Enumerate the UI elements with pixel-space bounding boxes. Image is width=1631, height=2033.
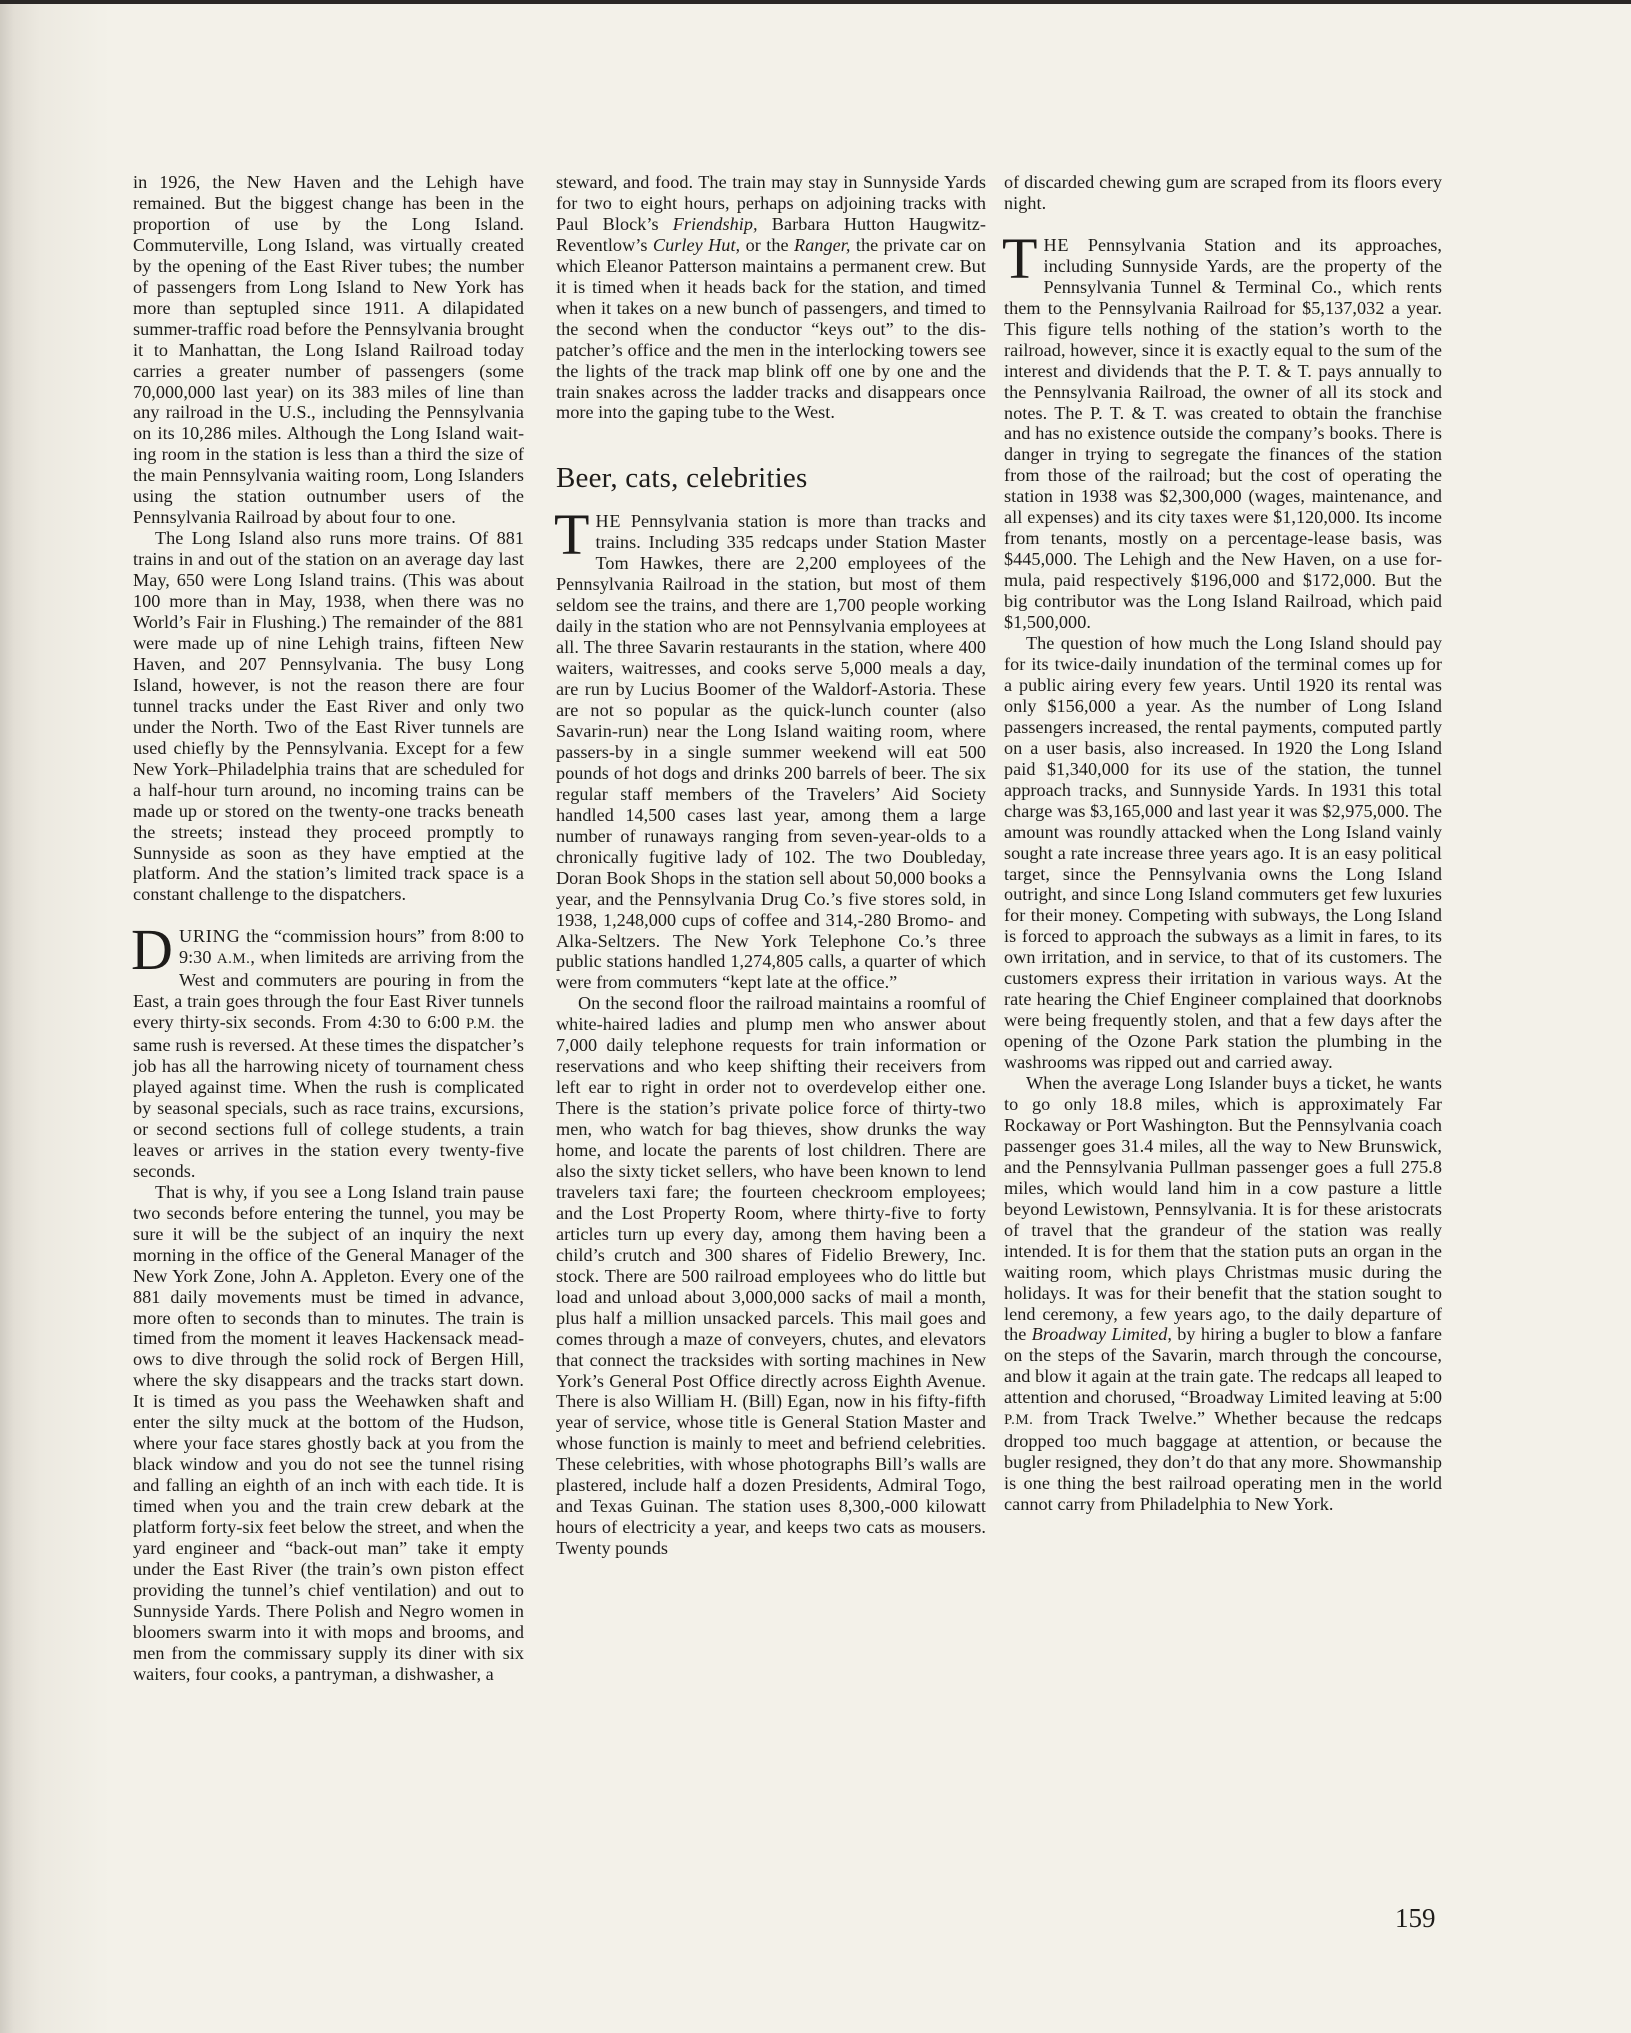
paragraph: The question of how much the Long Island should pay for its twice-daily inundation of the terminal comes up for a public airing every few years. Until 1920 its rental was only $156,000 a year. As the number of Long Island passengers increased, the rental payments, computed partly on a user basis, also increased. In 1920 the Long Island paid $1,340,000 for its use of the station, the tunnel approach tracks, and Sunnyside Yards. In 1931 this total charge was $3,165,000 and last year it was $2,975,000. The amount was roundly attacked when the Long Island vainly sought a rate increase three years ago. It is an easy political target, since the Pennsylvania owns the Long Island outright, and since Long Island commuters get few luxuries for their money. Competing with subways, the Long Island is forced to approach the subways as a limit in fares, to its own irritation, and in service, to that of its customers. The customers express their irritation in various ways. At the rate hearing the Chief Engineer complained that doorknobs were being frequently stolen, and that a few days after the opening of the Ozone Park station the plumbing in the washrooms was ripped out and carried away.	[1004, 633, 1442, 1073]
column-2	[556, 172, 986, 1559]
drop-cap: D	[131, 917, 173, 983]
drop-cap: T	[554, 502, 590, 568]
text-run: Pennsylvania Station and its approaches, including Sunnyside Yards, are the property of the Pennsylvania Tunnel & Terminal Co., which rents them to the Pennsylvania Railroad for $5,137,032 a year. This figure tells nothing of the station’s worth to the railroad, however, since it is exactly equal to the sum of the interest and dividends that the P. T. & T. pays annually to the Pennsylvania Railroad, the owner of all its stock and notes. The P. T. & T. was created to obtain the franchise and has no existence outside the company’s books. There is danger in trying to segregate the finances of the station from those of the railroad; but the cost of operating the station in 1938 was $2,300,000 (wages, maintenance, and all expenses) and its city taxes were $1,120,000. Its income from tenants, mostly on a percentage-lease basis, was $445,000. The Lehigh and the New Haven, on a use formula, paid respectively $196,000 and $172,000. But the big contributor was the Long Island Railroad, which paid $1,500,000.	[1004, 234, 1442, 633]
paragraph: That is why, if you see a Long Island train pause two seconds before entering the tunnel, you may be sure it will be the subject of an inquiry the next morning in the office of the General Manager of the New York Zone, John A. Appleton. Every one of the 881 daily movements must be timed in advance, more often to seconds than to minutes. The train is timed from the moment it leaves Hackensack meadows to dive through the solid rock of Bergen Hill, where the sky disappears and the tracks start down. It is timed as you pass the Weehawken shaft and enter the silty muck at the bottom of the Hudson, where your face stares ghostly back at you from the black window and you do not see the tunnel rising and falling an eighth of an inch with each tide. It is timed when you and the train crew debark at the platform forty-six feet below the street, and when the yard engineer and “back-out man” take it empty under the East River (the train’s own piston effect providing the tunnel’s chief ventilation) and out to Sunnyside Yards. There Polish and Negro women in bloomers swarm into it with mops and brooms, and men from the commissary supply its diner with six waiters, four cooks, a pantryman, a dishwasher, a	[133, 1181, 524, 1684]
text-run: steward, and food. The train may stay in Sunnyside Yards for two to eight hours, perhaps on adjoining tracks with Paul Block’s	[556, 172, 986, 234]
small-caps-pm: P.M.	[466, 1016, 496, 1033]
italic-title: Broadway Limited,	[1031, 1324, 1172, 1345]
text-run: , when limiteds are arriving from the West and commuters are pouring in from the East, a train goes through the four East River tunnels every thirty-six seconds. From 4:30 to 6:00	[133, 947, 524, 1033]
small-caps-pm: P.M.	[1004, 1412, 1034, 1429]
paragraph	[556, 172, 986, 423]
text-run: the same rush is reversed. At these times the dispatcher’s job has all the harrowing nicety of tournament chess played against time. When the rush is complicated by seasonal specials, such as race trains, excursions, or second sections full of college students, a train leaves or arrives in the station every twenty-five seconds.	[133, 1012, 524, 1181]
text-run: When the average Long Islander buys a ticket, he wants to go only 18.8 miles, which is approximately Far Rockaway or Port Washington. But the Pennsylvania coach passenger goes 31.4 miles, all the way to New Brunswick, and the Pennsylvania Pullman passenger goes a full 275.8 miles, which would land him in a cow pasture a little beyond Lewistown, Pennsylvania. It is for these aristocrats of travel that the grandeur of the station was really intended. It is for them that the station puts an organ in the waiting room, which plays Christmas music during the holidays. It was for their benefit that the station sought to lend ceremony, a few years ago, to the daily departure of the	[1004, 1073, 1442, 1345]
lead-caps: URING	[178, 926, 241, 947]
paragraph: The Long Island also runs more trains. Of 881 trains in and out of the station on an average day last May, 650 were Long Island trains. (This was about 100 more than in May, 1938, when there was no World’s Fair in Flushing.) The remainder of the 881 were made up of nine Lehigh trains, fifteen New Haven, and 207 Pennsylvania. The busy Long Island, however, is not the reason there are four tunnel tracks under the East River and only two under the North. Two of the East River tunnels are used chiefly by the Pennsylvania. Except for a few New York–Philadelphia trains that are scheduled for a half-hour turn around, no incoming trains can be made up or stored on the twenty-one tracks beneath the streets; instead they proceed promptly to Sunnyside as soon as they have emptied at the platform. And the station’s limited track space is a constant challenge to the dispatchers.	[133, 528, 524, 905]
column-1	[133, 172, 524, 1685]
paragraph: On the second floor the railroad maintains a roomful of white-haired ladies and plump men who answer about 7,000 daily telephone requests for train information or reservations and who keep shifting their receivers from left ear to right in order not to overdevelop either one. There is the station’s private police force of thirty-two men, who watch for bag thieves, show drunks the way home, and locate the parents of lost children. There are also the sixty ticket sellers, who have been known to lend travelers taxi fare; the fourteen checkroom employees; and the Lost Property Room, where thirty-five to forty articles turn up every day, among them having been a child’s crutch and 300 shares of Fidelio Brewery, Inc. stock. There are 500 railroad employees who do little but load and unload about 3,000,000 sacks of mail a month, plus half a million unsacked parcels. This mail goes and comes through a maze of conveyers, chutes, and elevators that connect the tracksides with sorting machines in New York’s General Post Office directly across Eighth Avenue. There is also William H. (Bill) Egan, now in his fifty-fifth year of service, whose title is General Station Master and whose function is mainly to meet and befriend celebrities. These celebrities, with whose photographs Bill’s walls are plastered, include half a dozen Presidents, Admiral Togo, and Texas Guinan. The station uses 8,300,-000 kilowatt hours of electricity a year, and keeps two cats as mousers. Twenty pounds	[556, 993, 986, 1559]
paragraph	[1004, 1073, 1442, 1515]
italic-title: Friendship,	[672, 213, 758, 234]
text-run: the private car on which Eleanor Patterson maintains a permanent crew. But it is timed when it heads back for the station, and timed when it takes on a new bunch of passengers, and timed to the second when the conductor “keys out” to the dispatcher’s office and the men in the interlocking towers see the lights of the track map blink off one by one and the train snakes across the ladder tracks and disappears once more into the gaping tube to the West.	[556, 234, 986, 423]
italic-title: Ranger,	[794, 234, 851, 255]
paragraph: in 1926, the New Haven and the Lehigh have remained. But the biggest change has been in the proportion of use by the Long Island. Commuterville, Long Island, was virtually created by the opening of the East River tubes; the number of passengers from Long Island to New York has more than septupled since 1911. A dilapidated summer-traffic road before the Pennsylvania brought it to Manhattan, the Long Island Railroad today carries a greater number of passengers (some 70,000,000 last year) on its 383 miles of line than any railroad in the U.S., including the Pennsylvania on its 10,286 miles. Although the Long Island waiting room in the station is less than a third the size of the main Pennsylvania waiting room, Long Islanders using the station outnumber users of the Pennsylvania Railroad by about four to one.	[133, 172, 524, 528]
paragraph-dropcap	[554, 502, 986, 993]
small-caps-am: A.M.	[216, 951, 251, 968]
column-3	[1004, 172, 1442, 1515]
text-run: from Track Twelve.” Whether because the redcaps dropped too much baggage at attention, or because the bugler resigned, they don’t do that any more. Showmanship is one thing the best railroad operating men in the world cannot carry from Philadelphia to New York.	[1004, 1408, 1442, 1515]
text-run: Pennsylvania station is more than tracks and trains. Including 335 redcaps under Station Master Tom Hawkes, there are 2,200 employees of the Pennsylvania Railroad in the station, but most of them seldom see the trains, and there are 1,700 people working daily in the station who are not Pennsylvania employees at all. The three Savarin restaurants in the station, where 400 waiters, waitresses, and cooks serve 5,000 meals a day, are run by Lucius Boomer of the Waldorf-Astoria. These are not so popular as the quick-lunch counter (also Savarin-run) near the Long Island waiting room, where passers-by in a single summer weekend will eat 500 pounds of hot dogs and drinks 200 barrels of beer. The six regular staff members of the Travelers’ Aid Society handled 14,500 cases last year, among them a large number of runaways ranging from seven-year-olds to a chronically fugitive lady of 102. The two Doubleday, Doran Book Shops in the station sell about 50,000 books a year, and the Pennsylvania Drug Co.’s five stores sold, in 1938, 1,248,000 cups of coffee and 314,-280 Bromo- and Alka-Seltzers. The New York Telephone Co.’s three public stations handled 1,274,805 calls, a quarter of which were from commuters “kept late at the office.”	[556, 511, 986, 993]
lead-caps: HE	[1043, 234, 1070, 255]
section-heading: Beer, cats, celebrities	[556, 462, 808, 495]
page-number: 159	[1395, 1903, 1436, 1933]
text-run: the “commission hours” from 8:00 to 9:30	[178, 926, 524, 968]
paragraph-dropcap	[131, 917, 524, 1181]
text-run: by hiring a bugler to blow a fanfare on the steps of the Savarin, march through the concourse, and blow it again at the train gate. The redcaps all leaped to attention and chorused, “Broadway Limited leaving at 5:00	[1004, 1324, 1443, 1408]
paragraph-dropcap	[1002, 225, 1442, 633]
paragraph: of discarded chewing gum are scraped from its floors every night.	[1004, 172, 1442, 213]
lead-caps: HE	[595, 511, 622, 532]
text-run: Barbara Hutton Haugwitz-Reventlow’s	[556, 213, 987, 255]
italic-title: Curley Hut,	[652, 234, 741, 255]
scan-top-edge	[0, 0, 1631, 4]
text-run: or the	[740, 234, 795, 255]
drop-cap: T	[1002, 225, 1038, 291]
page-gutter-shadow	[0, 4, 110, 2033]
